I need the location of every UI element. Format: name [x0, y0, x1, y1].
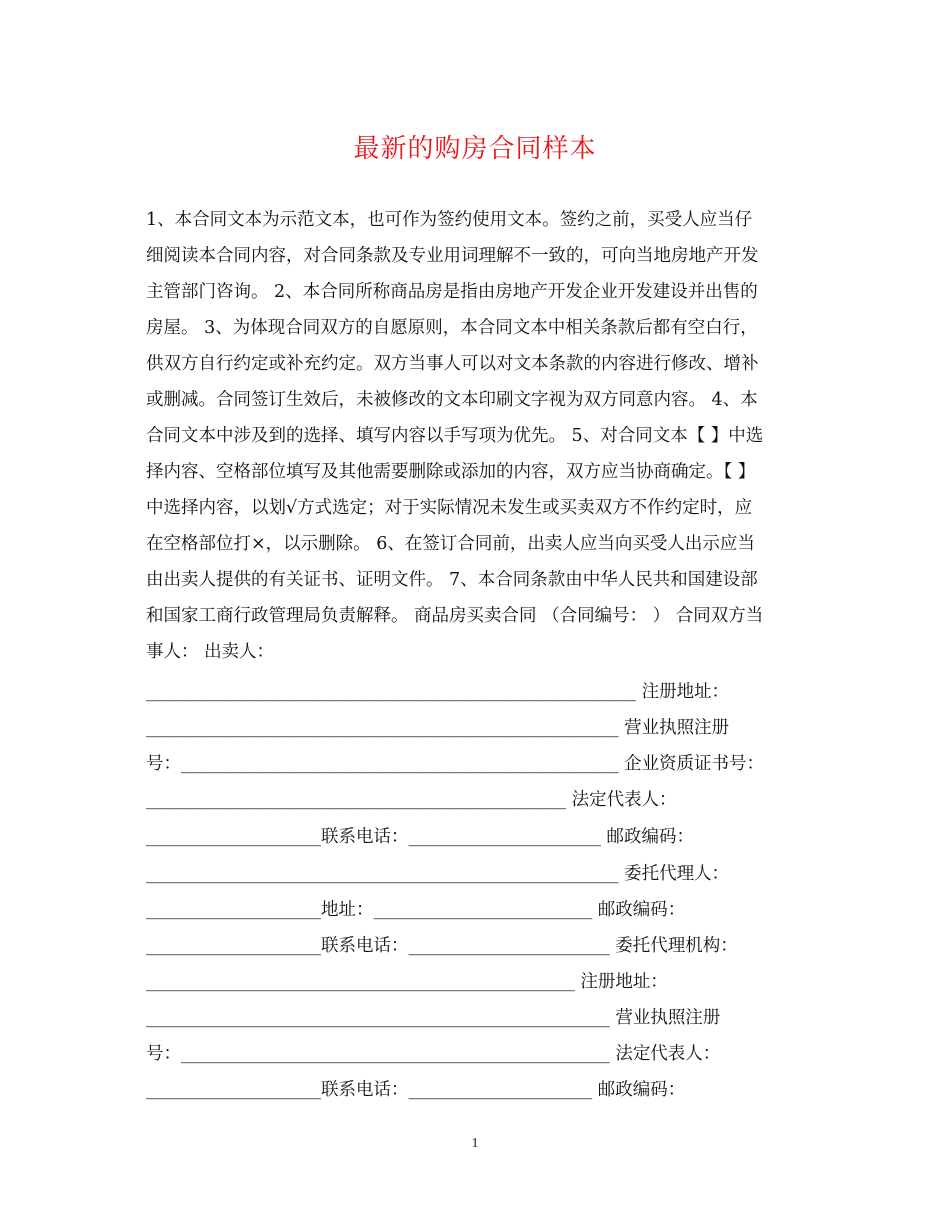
form-line: ________________________________________________________ 注册地址：: [146, 682, 730, 702]
body-line: 中选择内容，以划√方式选定；对于实际情况未发生或买卖双方不作约定时，应: [146, 498, 753, 518]
form-line: _____________________________________________________ 营业执照注册: [146, 1008, 721, 1028]
body-line: 1、本合同文本为示范文本，也可作为签约使用文本。签约之前，买受人应当仔: [146, 210, 753, 230]
form-line: ____________________联系电话：______________________ 邮政编码：: [146, 827, 695, 847]
form-line: 号：_________________________________________________ 法定代表人：: [146, 1044, 721, 1064]
body-line: 由出卖人提供的有关证书、证明文件。 7、本合同条款由中华人民共和国建设部: [146, 570, 758, 590]
form-line: ______________________________________________________ 营业执照注册: [146, 718, 730, 738]
body-line: 合同文本中涉及到的选择、填写内容以手写项为优先。 5、对合同文本【 】中选: [146, 426, 764, 446]
body-line: 或删减。合同签订生效后，未被修改的文本印刷文字视为双方同意内容。 4、本: [146, 390, 758, 410]
form-line: ____________________地址：_________________________ 邮政编码：: [146, 900, 686, 920]
page-number: 1: [471, 1136, 479, 1151]
body-line: 事人： 出卖人：: [146, 642, 275, 662]
form-line: ________________________________________________ 法定代表人：: [146, 790, 677, 810]
form-line: ______________________________________________________ 委托代理人：: [146, 864, 730, 884]
body-line: 房屋。 3、为体现合同双方的自愿原则，本合同文本中相关条款后都有空白行，: [146, 318, 758, 338]
form-line: _________________________________________________ 注册地址：: [146, 972, 668, 992]
body-line: 供双方自行约定或补充约定。双方当事人可以对文本条款的内容进行修改、增补: [146, 354, 759, 374]
body-line: 和国家工商行政管理局负责解释。 商品房买卖合同 （合同编号： ） 合同双方当: [146, 606, 764, 626]
body-line: 细阅读本合同内容，对合同条款及专业用词理解不一致的，可向当地房地产开发: [146, 246, 759, 266]
form-line: ____________________联系电话：_______________________ 委托代理机构：: [146, 936, 738, 956]
form-line: 号：__________________________________________________ 企业资质证书号：: [146, 754, 765, 774]
body-line: 主管部门咨询。 2、本合同所称商品房是指由房地产开发企业开发建设并出售的: [146, 282, 758, 302]
body-line: 在空格部位打×，以示删除。 6、在签订合同前，出卖人应当向买受人出示应当: [146, 534, 755, 554]
form-line: ____________________联系电话：_____________________ 邮政编码：: [146, 1080, 686, 1100]
document-title: 最新的购房合同样本: [353, 134, 597, 164]
body-line: 择内容、空格部位填写及其他需要删除或添加的内容，双方应当协商确定。【 】: [146, 462, 756, 482]
